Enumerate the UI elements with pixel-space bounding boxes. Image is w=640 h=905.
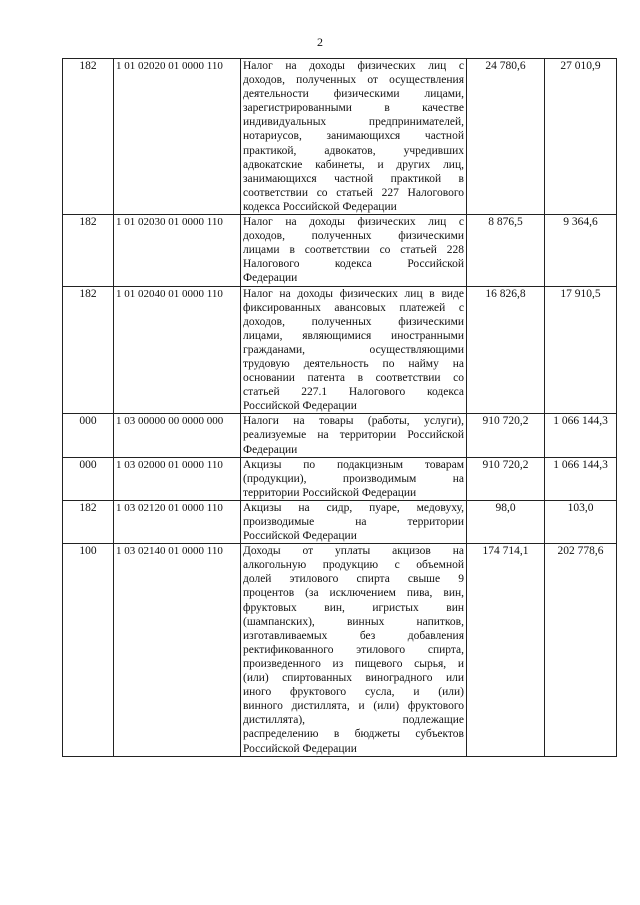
admin-code-cell: 000: [63, 414, 114, 457]
revenue-name-line: Налог на доходы физических лиц с: [243, 216, 464, 229]
revenue-name-line: гражданами, осуществляющими: [243, 343, 464, 356]
revenue-name-cell: [241, 544, 467, 756]
revenue-name-line: адвокатские кабинеты, и других лиц,: [243, 158, 464, 171]
revenue-name-line: изготавливаемых без добавления: [243, 629, 464, 642]
revenue-name-line: статьей 227.1 Налогового кодекса: [243, 386, 464, 399]
table-row: [63, 414, 617, 457]
revenue-name-line: Налоги на товары (работы, услуги),: [243, 415, 464, 428]
revenue-name-line: Налог на доходы физических лиц с: [243, 60, 464, 72]
revenue-name-line: Федерации: [243, 272, 298, 285]
revenue-name-line: деятельности физическими лицами,: [243, 88, 464, 101]
budget-classification-code-cell: 1 03 02000 01 0000 110: [114, 457, 241, 500]
revenue-name-line: процентов (за исключением пива, вин,: [243, 587, 464, 600]
revenue-name-line: алкогольную продукцию с объемной: [243, 559, 464, 572]
table-row: [63, 215, 617, 286]
budget-classification-code-cell: 1 03 00000 00 0000 000: [114, 414, 241, 457]
admin-code-cell: 182: [63, 500, 114, 543]
value-year1-cell: 24 780,6: [467, 59, 545, 215]
revenue-name-line: распределению в бюджеты субъектов: [243, 728, 464, 741]
revenue-name-line: фруктовых вин, игристых вин: [243, 601, 464, 614]
value-year2-cell: 1 066 144,3: [545, 457, 617, 500]
table-row: [63, 457, 617, 500]
value-year1-cell: 16 826,8: [467, 286, 545, 414]
revenue-name-line: (или) спиртованных виноградного или: [243, 672, 464, 685]
value-year1-cell: 98,0: [467, 500, 545, 543]
value-year1-cell: 910 720,2: [467, 457, 545, 500]
revenue-name-line: иного фруктового сусла, и (или): [243, 686, 464, 699]
value-year1-cell: 8 876,5: [467, 215, 545, 286]
revenue-name-line: Российской Федерации: [243, 530, 357, 543]
admin-code-cell: 182: [63, 59, 114, 215]
table-row: [63, 286, 617, 414]
budget-classification-code-cell: 1 01 02020 01 0000 110: [114, 59, 241, 215]
revenue-name-line: дистиллята), подлежащие: [243, 714, 464, 727]
revenue-name-line: Акцизы по подакцизным товарам: [243, 458, 464, 471]
budget-classification-code-cell: 1 01 02040 01 0000 110: [114, 286, 241, 414]
revenue-name-line: соответствии со статьей 227 Налогового: [243, 186, 464, 199]
revenue-name-line: практикой, адвокатов, учредивших: [243, 144, 464, 157]
revenue-name-cell: [241, 215, 467, 286]
revenue-name-line: винного дистиллята, и (или) фруктового: [243, 700, 464, 713]
value-year1-cell: 910 720,2: [467, 414, 545, 457]
admin-code-cell: 182: [63, 286, 114, 414]
revenue-name-line: основании патента в соответствии со: [243, 372, 464, 385]
budget-classification-code-cell: 1 03 02140 01 0000 110: [114, 544, 241, 756]
revenue-name-line: производимые на территории: [243, 516, 464, 528]
revenue-name-line: произведенного из пищевого сырья, и: [243, 657, 464, 670]
revenue-name-line: ректификованного этилового спирта,: [243, 643, 464, 656]
revenue-name-line: занимающихся частной практикой в: [243, 172, 464, 185]
admin-code-cell: 000: [63, 457, 114, 500]
value-year2-cell: 103,0: [545, 500, 617, 543]
revenue-name-line: (продукции), производимым на: [243, 472, 464, 485]
revenue-name-line: Доходы от уплаты акцизов на: [243, 545, 464, 558]
value-year2-cell: 27 010,9: [545, 59, 617, 215]
revenue-name-line: лицами, являющимися иностранными: [243, 329, 464, 342]
revenue-name-cell: [241, 500, 467, 543]
revenue-name-line: зарегистрированными в качестве: [243, 102, 464, 115]
revenue-name-line: Российской Федерации: [243, 400, 357, 413]
revenue-name-line: нотариусов, занимающихся частной: [243, 130, 464, 143]
budget-classification-code-cell: 1 03 02120 01 0000 110: [114, 500, 241, 543]
admin-code-cell: 182: [63, 215, 114, 286]
budget-classification-code-cell: 1 01 02030 01 0000 110: [114, 215, 241, 286]
value-year2-cell: 9 364,6: [545, 215, 617, 286]
table-row: [63, 59, 617, 215]
revenue-name-line: доходов, полученных от осуществления: [243, 74, 464, 87]
revenue-name-line: лицами в соответствии со статьей 228: [243, 244, 464, 257]
page-number: 2: [317, 35, 323, 49]
revenue-name-cell: [241, 414, 467, 457]
revenue-name-line: доходов, полученных физическими: [243, 315, 464, 328]
revenue-name-line: трудовую деятельность по найму на: [243, 357, 464, 370]
revenue-table: [62, 58, 617, 757]
value-year2-cell: 202 778,6: [545, 544, 617, 756]
revenue-name-line: кодекса Российской Федерации: [243, 200, 397, 213]
revenue-name-line: Российской Федерации: [243, 742, 357, 755]
revenue-name-cell: [241, 286, 467, 414]
revenue-name-line: индивидуальных предпринимателей,: [243, 116, 464, 129]
revenue-name-cell: [241, 59, 467, 215]
table-row: [63, 500, 617, 543]
admin-code-cell: 100: [63, 544, 114, 756]
revenue-name-line: реализуемые на территории Российской: [243, 429, 464, 442]
value-year1-cell: 174 714,1: [467, 544, 545, 756]
revenue-name-line: Федерации: [243, 443, 298, 456]
value-year2-cell: 1 066 144,3: [545, 414, 617, 457]
value-year2-cell: 17 910,5: [545, 286, 617, 414]
revenue-name-line: территории Российской Федерации: [243, 486, 417, 499]
revenue-name-cell: [241, 457, 467, 500]
table-row: [63, 544, 617, 756]
revenue-name-line: Налог на доходы физических лиц в виде: [243, 287, 464, 300]
revenue-name-line: фиксированных авансовых платежей с: [243, 301, 464, 314]
revenue-name-line: доходов, полученных физическими: [243, 230, 464, 243]
revenue-name-line: Налогового кодекса Российской: [243, 258, 464, 271]
revenue-name-line: (шампанских), винных напитков,: [243, 615, 464, 628]
revenue-name-line: Акцизы на сидр, пуаре, медовуху,: [243, 501, 464, 514]
revenue-name-line: долей этилового спирта свыше 9: [243, 573, 464, 586]
